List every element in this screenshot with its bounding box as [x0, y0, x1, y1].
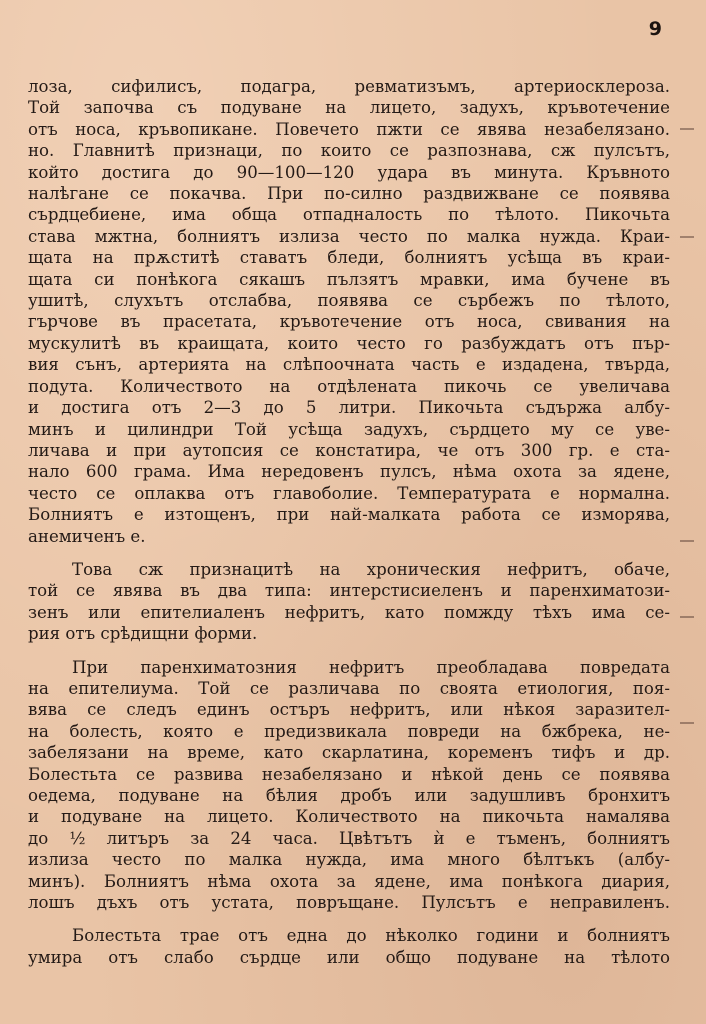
text-line: налѣгане се покачва. При по-силно раздвижване се появява — [28, 184, 670, 204]
text-line: сърдцебиене, има обща отпадналость по тѣлото. Пикочьта — [28, 205, 670, 225]
text-line: рия отъ срѣдищни форми. — [28, 624, 258, 644]
text-line: ушитѣ, слухътъ отслабва, появява се сърбежъ по тѣлото, — [28, 291, 670, 311]
paragraph-3 — [28, 657, 670, 914]
text-line: зенъ или епителиаленъ нефритъ, като помжду тѣхъ има се- — [28, 602, 670, 622]
text-line: Болниятъ е изтощенъ, при най-малката работа се изморява, — [28, 505, 670, 525]
book-page-text — [28, 76, 670, 968]
text-line: мускулитѣ въ краищата, които често го разбуждатъ отъ пър- — [28, 333, 670, 353]
text-line: личава и при аутопсия се констатира, че отъ 300 гр. е ста- — [28, 440, 670, 460]
text-line: забелязани на време, като скарлатина, коременъ тифъ и др. — [28, 743, 670, 763]
text-line: анемиченъ е. — [28, 526, 146, 546]
text-line: подута. Количеството на отдѣлената пикочь се увеличава — [28, 376, 670, 396]
text-line: на болесть, която е предизвикала повреди на бжбрека, не- — [28, 721, 670, 741]
text-line: При паренхиматозния нефритъ преобладава повредата — [72, 657, 670, 677]
text-line: Това сж признацитѣ на хроническия нефритъ, обаче, — [72, 559, 670, 579]
text-line: щата на прѫститѣ ставатъ бледи, болниятъ усѣща въ краи- — [28, 248, 670, 268]
text-line: вява се следъ единъ остъръ нефритъ, или нѣкоя заразител- — [28, 700, 670, 720]
margin-mark — [680, 616, 694, 618]
text-line: той се явява въ два типа: интерстисиеленъ и паренхиматози- — [28, 581, 670, 601]
text-line: вия сънъ, артерията на слѣпоочната часть е издадена, твърда, — [28, 355, 670, 375]
text-line: щата си понѣкога сякашъ пълзятъ мравки, има бучене въ — [28, 269, 670, 289]
text-line: който достига до 90—100—120 удара въ минута. Кръвното — [28, 162, 670, 182]
page-number: 9 — [648, 18, 662, 40]
text-line: често се оплаква отъ главоболие. Температурата е нормална. — [28, 483, 670, 503]
paragraph-1 — [28, 76, 670, 547]
text-line: лоза, сифилисъ, подагра, ревматизъмъ, артериосклероза. — [28, 77, 670, 96]
text-line: и достига отъ 2—3 до 5 литри. Пикочьта съдържа албу- — [28, 398, 670, 418]
paragraph-2 — [28, 559, 670, 645]
margin-mark — [680, 722, 694, 724]
text-line: на епителиума. Той се различава по своята етиология, поя- — [28, 678, 670, 698]
text-line: става мжтна, болниятъ излиза често по малка нужда. Краи- — [28, 226, 670, 246]
text-line: излиза често по малка нужда, има много бѣлтъкъ (албу- — [28, 850, 670, 870]
text-line: лошъ дъхъ отъ устата, повръщане. Пулсътъ е неправиленъ. — [28, 893, 670, 913]
margin-mark — [680, 128, 694, 130]
text-line: и подуване на лицето. Количеството на пикочьта намалява — [28, 807, 670, 827]
text-line: Той започва съ подуване на лицето, задухъ, кръвотечение — [28, 98, 670, 118]
text-line: до ½ литъръ за 24 часа. Цвѣтътъ ѝ е тъменъ, болниятъ — [28, 828, 670, 848]
text-line: нало 600 грама. Има нередовенъ пулсъ, нѣма охота за ядене, — [28, 462, 670, 482]
margin-mark — [680, 236, 694, 238]
text-line: минъ и цилиндри Той усѣща задухъ, сърдцето му се уве- — [28, 419, 670, 439]
text-line: гърчове въ прасетата, кръвотечение отъ носа, свивания на — [28, 312, 670, 332]
text-line: минъ). Болниятъ нѣма охота за ядене, има понѣкога диария, — [28, 871, 670, 891]
text-line: оедема, подуване на бѣлия дробъ или задушливъ бронхитъ — [28, 786, 670, 805]
text-line: Болестьта се развива незабелязано и нѣкой день се появява — [28, 764, 670, 784]
text-line: Болестьта трае отъ една до нѣколко години и болниятъ — [72, 926, 670, 946]
text-line: но. Главнитѣ признаци, по които се разпознава, сж пулсътъ, — [28, 141, 670, 161]
margin-mark — [680, 540, 694, 542]
text-line: умира отъ слабо сърдце или общо подуване на тѣлото — [28, 947, 670, 967]
paragraph-4 — [28, 925, 670, 968]
text-line: отъ носа, кръвопикане. Повечето пжти се явява незабелязано. — [28, 119, 670, 139]
